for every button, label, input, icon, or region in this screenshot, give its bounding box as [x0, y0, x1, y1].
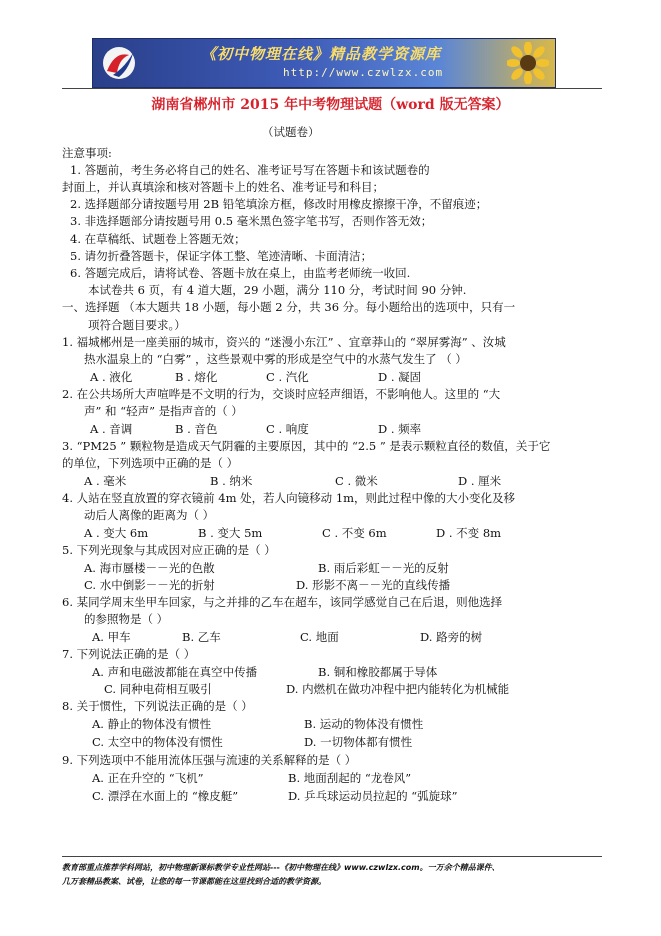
footer-line: 几万套精品教案、试卷，让您的每一节课都能在这里找到合适的教学资源。 — [62, 877, 326, 886]
answer-option: D. 一切物体都有惯性 — [304, 735, 413, 749]
header-banner — [92, 38, 556, 88]
question-text: 4. 人站在竖直放置的穿衣镜前 4m 处，若人向镜移动 1m，则此过程中像的大小变化及移 — [62, 491, 516, 505]
answer-option: A. 海市蜃楼－－光的色散 — [84, 561, 215, 575]
answer-option: B. 雨后彩虹－－光的反射 — [318, 561, 449, 575]
answer-option: A . 音调 — [90, 422, 133, 436]
sunflower-icon — [507, 42, 549, 84]
note-item: 1. 答题前，考生务必将自己的姓名、准考证号写在答题卡和该试题卷的 — [70, 163, 430, 177]
answer-option: B. 乙车 — [182, 630, 221, 644]
banner-url: http://www.czwlzx.com — [283, 66, 444, 79]
question-text: 5. 下列光现象与其成因对应正确的是（ ） — [62, 543, 276, 557]
note-item: 6. 答题完成后，请将试卷、答题卡放在桌上，由监考老师统一收回. — [70, 266, 411, 280]
answer-option: C . 不变 6m — [322, 526, 387, 540]
answer-option: C . 响度 — [266, 422, 309, 436]
answer-option: D . 凝固 — [378, 370, 422, 384]
question-text: 6. 某同学周末坐甲车回家，与之并排的乙车在超车，该同学感觉自己在后退，则他选择 — [62, 595, 503, 609]
answer-option: B. 地面刮起的 “龙卷风” — [288, 771, 412, 785]
answer-option: B . 音色 — [175, 422, 218, 436]
section-heading: 项符合题目要求。） — [88, 318, 186, 332]
note-item: 封面上，并认真填涂和核对答题卡上的姓名、准考证号和科目； — [62, 180, 384, 194]
answer-option: A . 液化 — [90, 370, 133, 384]
notes-heading: 注意事项: — [62, 146, 112, 160]
banner-title: 《初中物理在线》精品教学资源库 — [201, 45, 442, 63]
question-text: 1. 福城郴州是一座美丽的城市，资兴的 “迷漫小东江” 、宜章莽山的 “翠屏雾海” 、汝城 — [62, 335, 506, 349]
answer-option: D . 不变 8m — [436, 526, 502, 540]
answer-option: B . 变大 5m — [198, 526, 263, 540]
answer-option: C. 漂浮在水面上的 “橡皮艇” — [92, 789, 239, 803]
answer-option: A . 毫米 — [84, 474, 127, 488]
question-text: 热水温泉上的 “白雾” ，这些景观中雾的形成是空气中的水蒸气发生了 （ ） — [84, 352, 467, 366]
subtitle: （试题卷） — [262, 125, 320, 139]
question-text: 的单位，下列选项中正确的是（ ） — [62, 456, 239, 470]
answer-option: B . 纳米 — [210, 474, 253, 488]
answer-option: C. 地面 — [300, 630, 339, 644]
question-text: 2. 在公共场所大声喧哗是不文明的行为，交谈时应轻声细语，不影响他人。这里的 “大 — [62, 387, 501, 401]
answer-option: D . 频率 — [378, 422, 422, 436]
answer-option: B . 熔化 — [175, 370, 218, 384]
note-item: 3. 非选择题部分请按题号用 0.5 毫米黑色签字笔书写，否则作答无效； — [70, 214, 433, 228]
question-text: 声” 和 “轻声” 是指声音的（ ） — [84, 404, 243, 418]
question-text: 8. 关于惯性，下列说法正确的是（ ） — [62, 699, 253, 713]
question-text: 7. 下列说法正确的是（ ） — [62, 647, 196, 661]
answer-option: D. 路旁的树 — [420, 630, 483, 644]
footer-rule — [62, 856, 602, 857]
question-text: 3. “PM25 ” 颗粒物是造成天气阴霾的主要原因，其中的 “2.5 ” 是表示颗粒直径的数值，关于它 — [62, 439, 551, 453]
answer-option: D. 乒乓球运动员拉起的 “弧旋球” — [288, 789, 458, 803]
footer-line: 教育部重点推荐学科网站，初中物理新课标教学专业性网站---《初中物理在线》www.czwlzx.com。一万余个精品课件、 — [62, 863, 500, 872]
answer-option: D. 形影不离－－光的直线传播 — [296, 578, 451, 592]
answer-option: A . 变大 6m — [84, 526, 149, 540]
answer-option: D. 内燃机在做功冲程中把内能转化为机械能 — [286, 682, 510, 696]
answer-option: A. 正在升空的 “飞机” — [92, 771, 204, 785]
answer-option: C . 汽化 — [266, 370, 309, 384]
question-text: 9. 下列选项中不能用流体压强与流速的关系解释的是（ ） — [62, 753, 357, 767]
answer-option: C. 太空中的物体没有惯性 — [92, 735, 223, 749]
page-title: 湖南省郴州市 2015 年中考物理试题（word 版无答案） — [151, 97, 510, 113]
answer-option: A. 甲车 — [92, 630, 131, 644]
section-heading: 一、选择题 （本大题共 18 小题，每小题 2 分，共 36 分。每小题给出的选项中，只有一 — [62, 300, 516, 314]
answer-option: D . 厘米 — [458, 474, 502, 488]
answer-option: C. 水中倒影－－光的折射 — [84, 578, 215, 592]
note-item: 2. 选择题部分请按题号用 2B 铅笔填涂方框，修改时用橡皮擦擦干净，不留痕迹； — [70, 197, 488, 211]
logo-mark-icon — [99, 45, 139, 81]
answer-option: B. 铜和橡胶都属于导体 — [318, 665, 438, 679]
question-text: 动后人离像的距离为（ ） — [84, 508, 215, 522]
note-item: 4. 在草稿纸、试题卷上答题无效； — [70, 232, 246, 246]
answer-option: A. 声和电磁波都能在真空中传播 — [92, 665, 258, 679]
answer-option: B. 运动的物体没有惯性 — [304, 717, 424, 731]
answer-option: C . 微米 — [335, 474, 378, 488]
note-item: 5. 请勿折叠答题卡，保证字体工整、笔迹清晰、卡面清洁； — [70, 249, 373, 263]
answer-option: C. 同种电荷相互吸引 — [104, 682, 212, 696]
header-rule — [62, 88, 602, 89]
question-text: 的参照物是（ ） — [84, 612, 169, 626]
note-item: 本试卷共 6 页，有 4 道大题，29 小题，满分 110 分，考试时间 90 分钟. — [88, 283, 467, 297]
answer-option: A. 静止的物体没有惯性 — [92, 717, 212, 731]
